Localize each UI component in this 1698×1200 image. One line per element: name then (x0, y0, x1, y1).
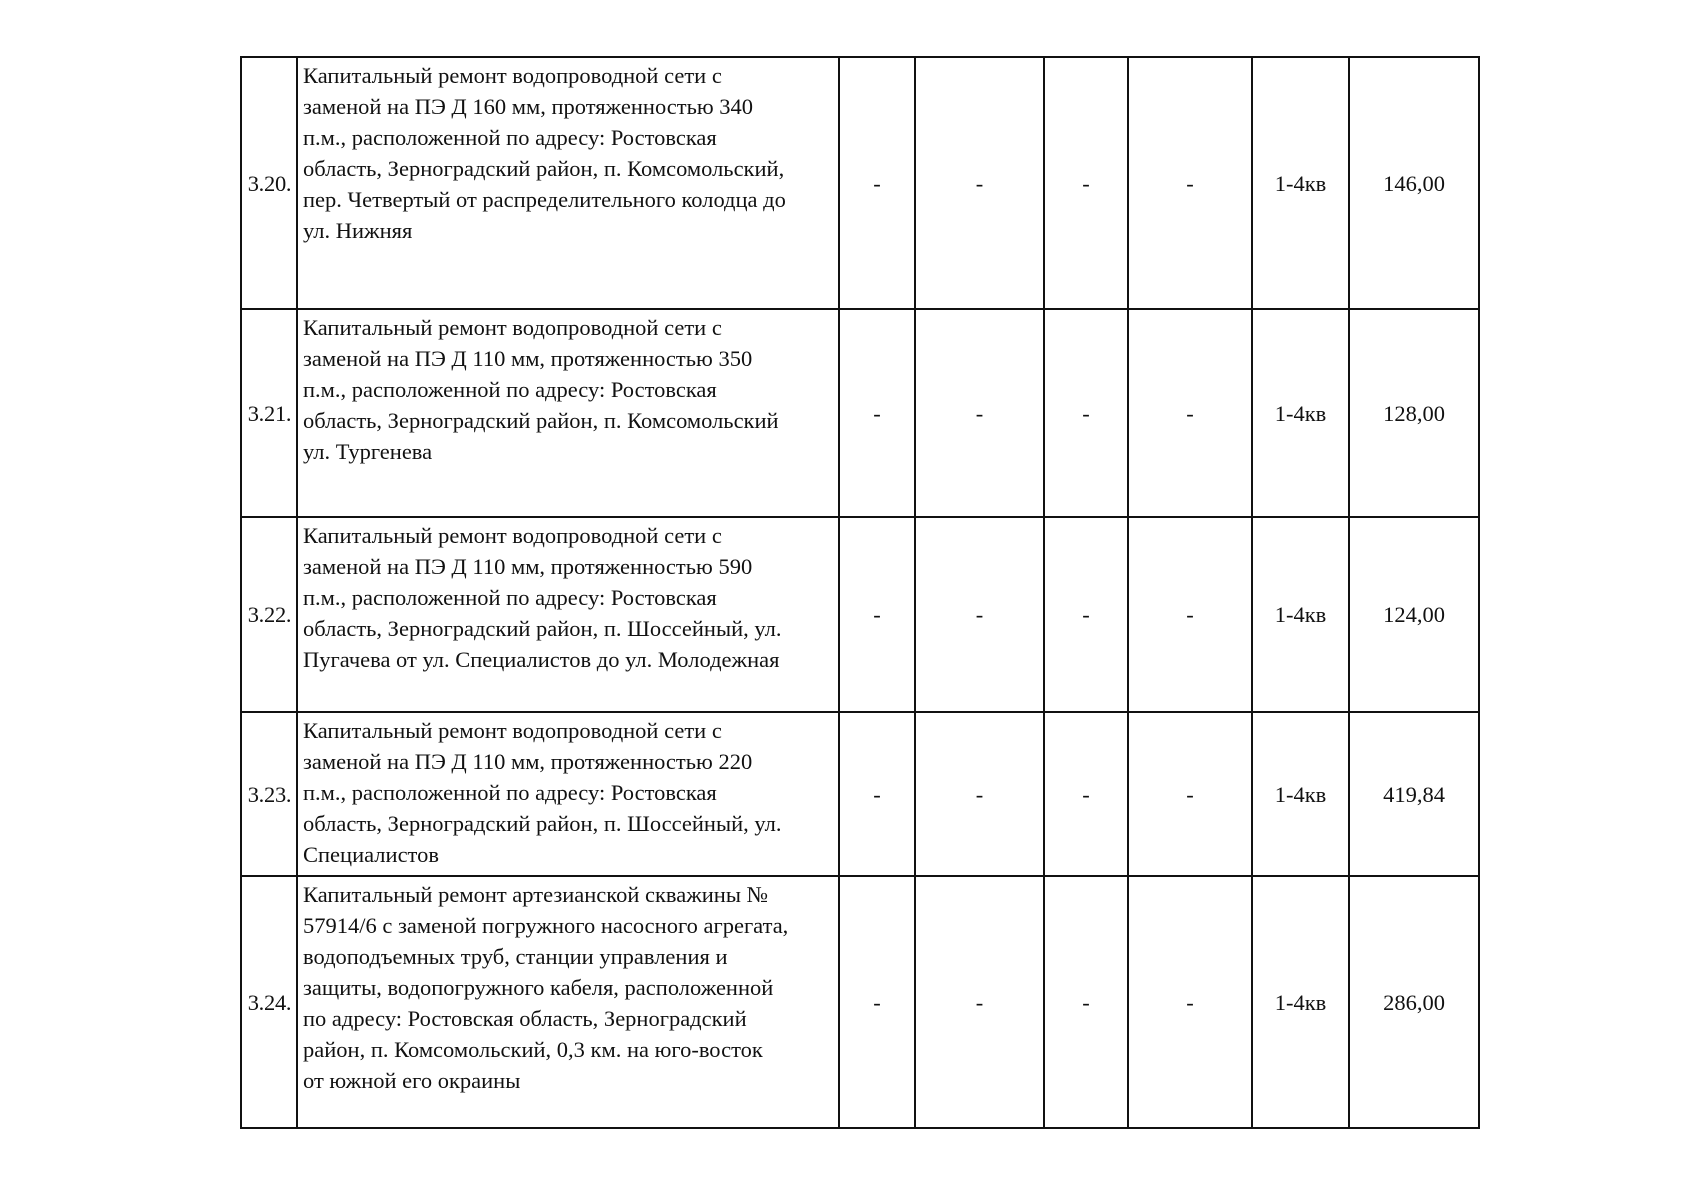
description-line: защиты, водопогружного кабеля, расположенной (303, 975, 774, 1000)
description-line: Специалистов (303, 842, 439, 867)
description-line: п.м., расположенной по адресу: Ростовская (303, 125, 717, 150)
cell-col-a: - (839, 876, 915, 1128)
cell-col-c: - (1044, 517, 1128, 712)
amount-cell: 286,00 (1349, 876, 1479, 1128)
table-row (241, 876, 1479, 1128)
description-line: ул. Нижняя (303, 218, 413, 243)
cell-col-c: - (1044, 712, 1128, 876)
description-line: область, Зерноградский район, п. Комсомольский (303, 408, 779, 433)
description-line: район, п. Комсомольский, 0,3 км. на юго-восток (303, 1037, 763, 1062)
description-line: п.м., расположенной по адресу: Ростовская (303, 377, 717, 402)
description-line: область, Зерноградский район, п. Комсомольский, (303, 156, 785, 181)
period-cell: 1-4кв (1252, 57, 1349, 309)
amount-cell: 124,00 (1349, 517, 1479, 712)
description-line: Капитальный ремонт водопроводной сети с (303, 718, 722, 743)
cell-col-d: - (1128, 309, 1252, 517)
cell-col-a: - (839, 712, 915, 876)
work-description (297, 517, 839, 712)
amount-cell: 419,84 (1349, 712, 1479, 876)
cell-col-b: - (915, 876, 1044, 1128)
description-line: заменой на ПЭ Д 110 мм, протяженностью 220 (303, 749, 753, 774)
description-line: заменой на ПЭ Д 160 мм, протяженностью 340 (303, 94, 754, 119)
description-line: заменой на ПЭ Д 110 мм, протяженностью 350 (303, 346, 753, 371)
cell-col-d: - (1128, 517, 1252, 712)
description-line: Капитальный ремонт водопроводной сети с (303, 63, 722, 88)
table-row (241, 712, 1479, 876)
description-line: ул. Тургенева (303, 439, 433, 464)
work-description (297, 309, 839, 517)
table-body (241, 57, 1479, 1128)
cell-col-b: - (915, 712, 1044, 876)
cell-col-d: - (1128, 876, 1252, 1128)
description-line: п.м., расположенной по адресу: Ростовская (303, 780, 717, 805)
row-number: 3.22. (241, 517, 297, 712)
description-line: область, Зерноградский район, п. Шоссейный, ул. (303, 811, 782, 836)
period-cell: 1-4кв (1252, 517, 1349, 712)
cell-col-a: - (839, 57, 915, 309)
description-line: водоподъемных труб, станции управления и (303, 944, 728, 969)
description-line: пер. Четвертый от распределительного колодца до (303, 187, 786, 212)
table-row (241, 517, 1479, 712)
description-line: область, Зерноградский район, п. Шоссейный, ул. (303, 616, 782, 641)
cell-col-a: - (839, 517, 915, 712)
cell-col-c: - (1044, 309, 1128, 517)
amount-cell: 128,00 (1349, 309, 1479, 517)
cell-col-c: - (1044, 876, 1128, 1128)
row-number: 3.21. (241, 309, 297, 517)
cell-col-b: - (915, 309, 1044, 517)
work-description (297, 876, 839, 1128)
description-line: по адресу: Ростовская область, Зерноградский (303, 1006, 747, 1031)
work-description (297, 712, 839, 876)
cell-col-d: - (1128, 712, 1252, 876)
description-line: Капитальный ремонт водопроводной сети с (303, 523, 722, 548)
cell-col-b: - (915, 517, 1044, 712)
description-line: 57914/6 с заменой погружного насосного агрегата, (303, 913, 789, 938)
cell-col-c: - (1044, 57, 1128, 309)
work-plan-table (240, 56, 1480, 1129)
period-cell: 1-4кв (1252, 876, 1349, 1128)
table-row (241, 57, 1479, 309)
description-line: Пугачева от ул. Специалистов до ул. Молодежная (303, 647, 780, 672)
description-line: п.м., расположенной по адресу: Ростовская (303, 585, 717, 610)
row-number: 3.23. (241, 712, 297, 876)
work-description (297, 57, 839, 309)
period-cell: 1-4кв (1252, 712, 1349, 876)
row-number: 3.24. (241, 876, 297, 1128)
description-line: от южной его окраины (303, 1068, 521, 1093)
table-row (241, 309, 1479, 517)
row-number: 3.20. (241, 57, 297, 309)
description-line: Капитальный ремонт артезианской скважины № (303, 882, 769, 907)
cell-col-b: - (915, 57, 1044, 309)
amount-cell: 146,00 (1349, 57, 1479, 309)
description-line: заменой на ПЭ Д 110 мм, протяженностью 590 (303, 554, 753, 579)
period-cell: 1-4кв (1252, 309, 1349, 517)
description-line: Капитальный ремонт водопроводной сети с (303, 315, 722, 340)
cell-col-a: - (839, 309, 915, 517)
cell-col-d: - (1128, 57, 1252, 309)
